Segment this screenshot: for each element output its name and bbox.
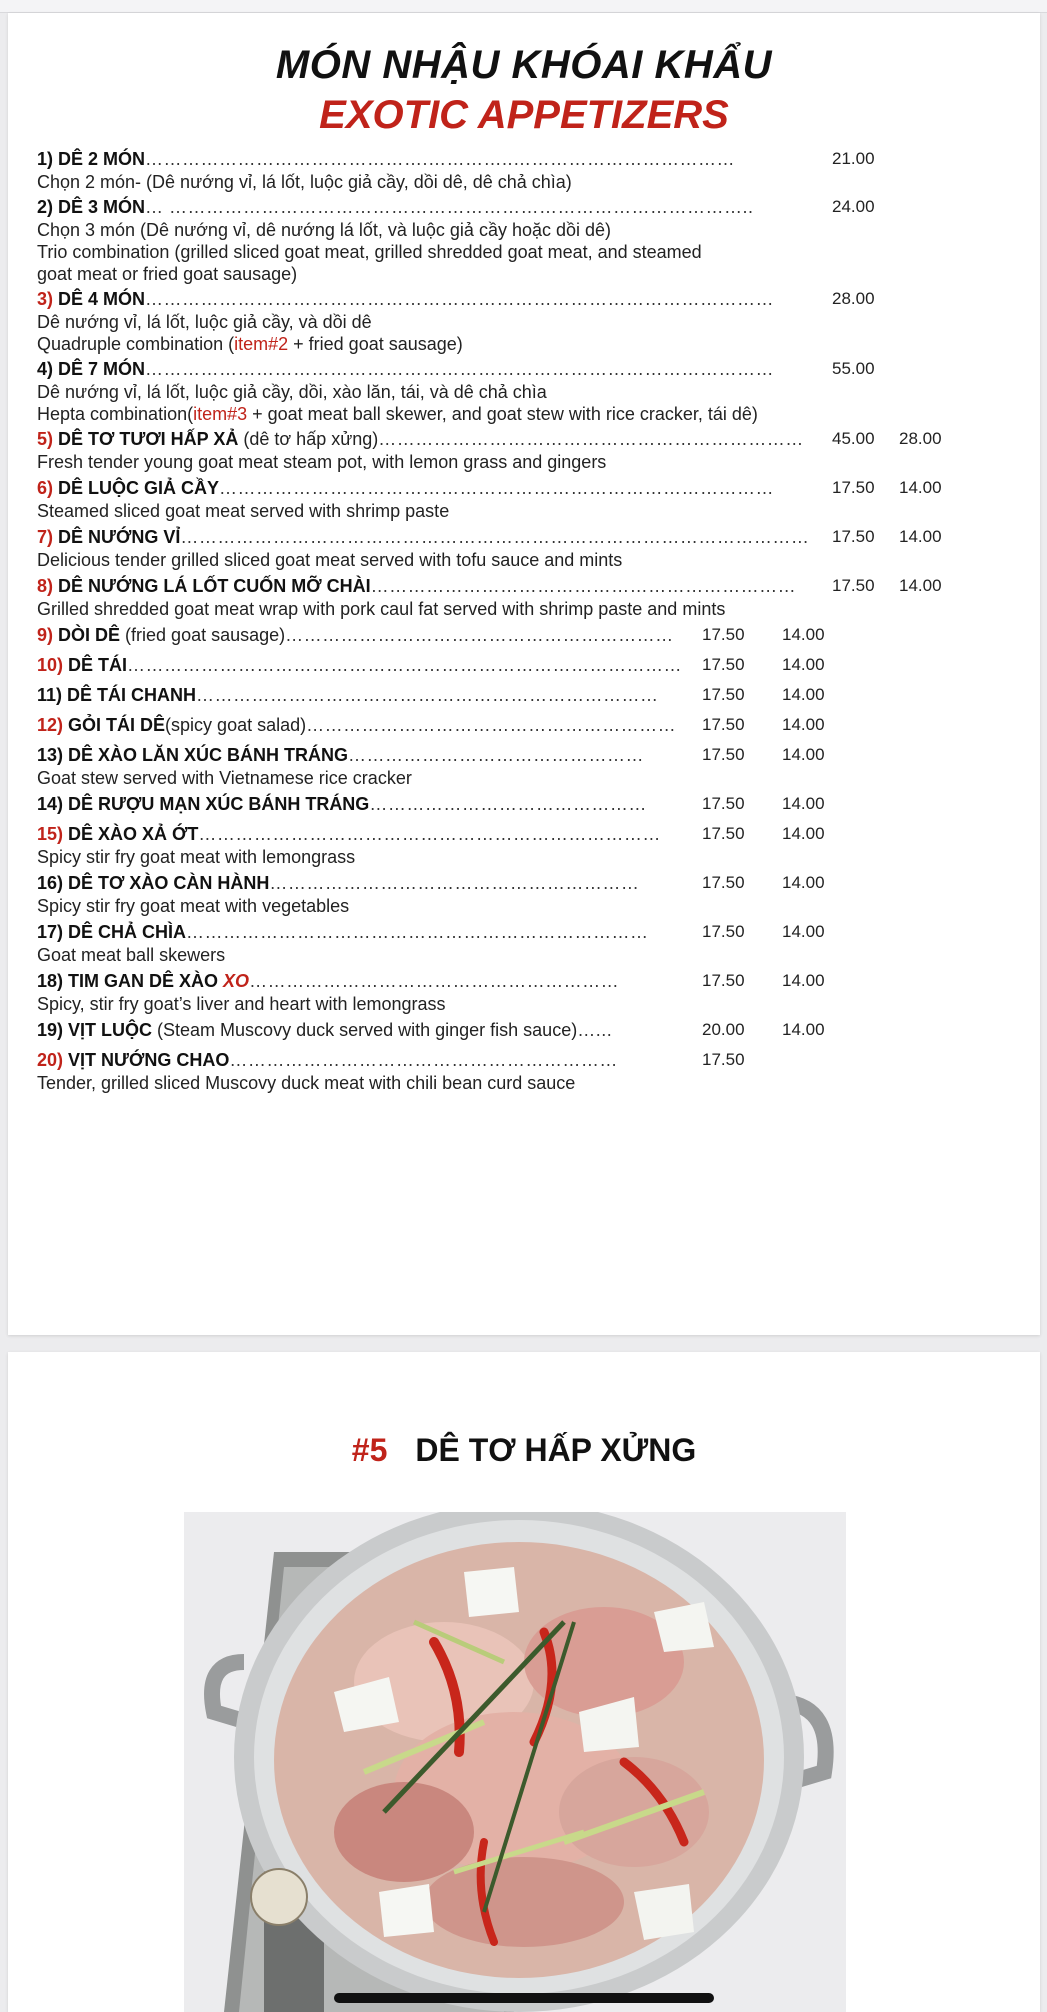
menu-item-heading (37, 357, 832, 381)
menu-item-heading-line (37, 427, 1027, 451)
menu-item-price-large: 17.50 (702, 745, 745, 764)
menu-item-heading (37, 683, 702, 707)
menu-item-price-large: 55.00 (832, 359, 875, 378)
menu-item-description (37, 1072, 1027, 1094)
menu-item-heading (37, 525, 832, 549)
menu-item-number: 3) (37, 289, 54, 309)
menu-item-number: 4) (37, 359, 54, 379)
menu-item-heading (37, 822, 702, 846)
description-text: Quadruple combination ( (37, 334, 235, 354)
menu-item-heading (37, 1048, 702, 1072)
menu-item (37, 920, 1027, 966)
menu-item-price-large: 17.50 (702, 971, 745, 990)
menu-item-name: DÊ TƠ TƯƠI HẤP XẢ (58, 429, 239, 449)
menu-item-number: 12) (37, 715, 64, 735)
menu-item-price-small: 14.00 (782, 655, 825, 674)
menu-item-heading (37, 574, 832, 598)
description-text: + goat meat ball skewer, and goat stew with rice cracker, tái dê) (247, 404, 758, 424)
menu-item-price-small: 14.00 (782, 824, 825, 843)
menu-item-description (37, 944, 1027, 966)
menu-item-heading-line (37, 871, 1027, 895)
menu-item-number: 6) (37, 478, 54, 498)
menu-item-leader-dots: …………………………………………………… (306, 715, 677, 735)
menu-item-number: 2) (37, 197, 54, 217)
menu-item-heading (37, 476, 832, 500)
menu-item-price-large: 21.00 (832, 149, 875, 168)
menu-item-leader-dots: …………………………………………………………… (378, 429, 804, 449)
menu-item-heading-line (37, 195, 1027, 219)
menu-item-leader-dots: ……………………………………………………… (229, 1050, 618, 1070)
menu-item-name: GỎI TÁI DÊ (68, 715, 166, 735)
menu-item-description (37, 171, 1027, 193)
menu-item-heading (37, 1018, 702, 1042)
menu-item-heading-line (37, 574, 1027, 598)
menu-item-price-large: 17.50 (702, 922, 745, 941)
menu-item (37, 792, 1027, 816)
menu-item-leader-dots: ……………………………………………………………………………… (219, 478, 775, 498)
menu-item-price-large: 24.00 (832, 197, 875, 216)
description-text: Dê nướng vỉ, lá lốt, luộc giả cầy, dồi, xào lăn, tái, và dê chả chìa (37, 382, 547, 402)
description-text: Delicious tender grilled sliced goat meat served with tofu sauce and mints (37, 550, 623, 570)
menu-item (37, 683, 1027, 707)
menu-item-price-small: 14.00 (899, 527, 942, 546)
menu-item-heading (37, 743, 702, 767)
menu-item-description (37, 311, 1027, 333)
menu-item-leader-dots: ………………………………………………………………… (186, 922, 649, 942)
menu-item-description (37, 403, 1027, 425)
menu-item-name: DÊ LUỘC GIẢ CẦY (58, 478, 220, 498)
menu-item (37, 195, 1027, 285)
menu-item-heading (37, 792, 702, 816)
menu-item-number: 13) (37, 745, 64, 765)
menu-item-note: (fried goat sausage) (120, 625, 286, 645)
menu-item-note: (dê tơ hấp xửng) (238, 429, 379, 449)
menu-item (37, 623, 1027, 647)
menu-item (37, 476, 1027, 522)
menu-item-name: DÊ 2 MÓN (58, 149, 146, 169)
menu-item-heading-line (37, 792, 1027, 816)
menu-item-list (37, 147, 1027, 1097)
menu-item (37, 822, 1027, 868)
menu-item-description (37, 333, 1027, 355)
menu-item-name: VỊT LUỘC (68, 1020, 153, 1040)
menu-item-heading-line (37, 743, 1027, 767)
menu-item-leader-dots: ………………………………………………………………… (196, 685, 659, 705)
menu-item-name: DÊ XÀO LĂN XÚC BÁNH TRÁNG (68, 745, 349, 765)
menu-item (37, 871, 1027, 917)
menu-item-description (37, 846, 1027, 868)
menu-item-heading-line (37, 713, 1027, 737)
menu-page-2 (8, 1352, 1040, 2012)
menu-item-leader-dots: ……………………………………………………………………………… (127, 655, 683, 675)
description-text: Steamed sliced goat meat served with shrimp paste (37, 501, 450, 521)
description-text: Spicy stir fry goat meat with vegetables (37, 896, 350, 916)
menu-item-description (37, 219, 1027, 241)
menu-item-price-large: 17.50 (702, 715, 745, 734)
menu-item-leader-dots: ………………………………………………………………………………………… (145, 359, 775, 379)
menu-item-price-small: 14.00 (899, 576, 942, 595)
menu-item-number: 18) (37, 971, 64, 991)
menu-item-name: DÊ RƯỢU MẠN XÚC BÁNH TRÁNG (68, 794, 370, 814)
menu-item-heading (37, 969, 702, 993)
goat-steam-pot-photo (184, 1512, 846, 2012)
menu-item-description (37, 263, 1027, 285)
menu-item (37, 427, 1027, 473)
menu-item-heading-line (37, 822, 1027, 846)
menu-item-heading-line (37, 525, 1027, 549)
menu-page-1 (8, 13, 1040, 1335)
menu-item-heading (37, 871, 702, 895)
menu-item-leader-dots: …... (577, 1020, 613, 1040)
menu-item (37, 653, 1027, 677)
menu-item-name: DÊ TÁI CHANH (67, 685, 197, 705)
menu-item-price-large: 17.50 (702, 794, 745, 813)
menu-item-description (37, 500, 1027, 522)
description-text: + fried goat sausage) (288, 334, 463, 354)
menu-item (37, 969, 1027, 1015)
featured-dish-name: DÊ TƠ HẤP XỬNG (415, 1432, 697, 1468)
menu-item-price-small: 14.00 (782, 625, 825, 644)
menu-item-heading-line (37, 920, 1027, 944)
menu-item-description (37, 381, 1027, 403)
menu-item-heading-line (37, 1048, 1027, 1072)
menu-item-leader-dots: …………………………………………………………… (370, 576, 797, 596)
menu-item (37, 287, 1027, 355)
menu-item-name: DÊ 7 MÓN (58, 359, 146, 379)
menu-item-leader-dots: …………………………………………………… (249, 971, 620, 991)
description-text: Spicy stir fry goat meat with lemongrass (37, 847, 356, 867)
menu-item-price-small: 14.00 (782, 715, 825, 734)
menu-item-price-large: 17.50 (832, 527, 875, 546)
home-indicator (334, 1993, 714, 2003)
menu-item-description (37, 767, 1027, 789)
menu-item-price-small: 28.00 (899, 429, 942, 448)
menu-item-number: 17) (37, 922, 64, 942)
menu-item-number: 14) (37, 794, 64, 814)
menu-item-leader-dots: ………………………………………………………………………………………… (145, 289, 775, 309)
menu-item-price-large: 17.50 (702, 655, 745, 674)
menu-item-number: 15) (37, 824, 64, 844)
menu-item (37, 1048, 1027, 1094)
menu-item-heading (37, 287, 832, 311)
menu-item-number: 8) (37, 576, 54, 596)
menu-item (37, 743, 1027, 789)
menu-item (37, 357, 1027, 425)
browser-top-bar (0, 0, 1047, 13)
menu-item-description (37, 451, 1027, 473)
menu-item-heading-line (37, 683, 1027, 707)
menu-item-description (37, 598, 1027, 620)
menu-item-name: TIM GAN DÊ XÀO (68, 971, 224, 991)
menu-item-name: DÊ CHẢ CHÌA (68, 922, 187, 942)
menu-item-heading-line (37, 476, 1027, 500)
menu-item-number: 11) (37, 685, 63, 705)
menu-item-price-small: 14.00 (782, 971, 825, 990)
menu-item-note: (spicy goat salad) (165, 715, 307, 735)
description-text: goat meat or fried goat sausage) (37, 264, 298, 284)
menu-item-name: DÊ TƠ XÀO CÀN HÀNH (68, 873, 270, 893)
description-text: Goat stew served with Vietnamese rice cracker (37, 768, 412, 788)
menu-item-xo-tag: XO (223, 971, 250, 991)
menu-item (37, 525, 1027, 571)
menu-item-price-large: 17.50 (702, 873, 745, 892)
menu-item-heading (37, 653, 702, 677)
description-text: Grilled shredded goat meat wrap with pork caul fat served with shrimp paste and mints (37, 599, 726, 619)
menu-item-leader-dots: ………………………………………… (348, 745, 645, 765)
menu-item-description (37, 549, 1027, 571)
featured-dish-number: #5 (351, 1432, 388, 1468)
menu-item-number: 9) (37, 625, 54, 645)
menu-item-heading (37, 427, 832, 451)
description-text: Spicy, stir fry goat’s liver and heart with lemongrass (37, 994, 446, 1014)
menu-item-description (37, 895, 1027, 917)
menu-item-heading-line (37, 287, 1027, 311)
menu-item-price-large: 17.50 (702, 625, 745, 644)
menu-item-price-small: 14.00 (899, 478, 942, 497)
menu-item (37, 147, 1027, 193)
menu-item-name: DÊ NƯỚNG LÁ LỐT CUỐN MỠ CHÀI (58, 576, 371, 596)
menu-item (37, 574, 1027, 620)
menu-item-price-small: 14.00 (782, 922, 825, 941)
item-reference: item#2 (234, 334, 289, 354)
item-reference: item#3 (193, 404, 248, 424)
menu-item-price-large: 17.50 (702, 1050, 745, 1069)
description-text: Fresh tender young goat meat steam pot, with lemon grass and gingers (37, 452, 607, 472)
menu-item (37, 713, 1027, 737)
menu-item-price-small: 14.00 (782, 745, 825, 764)
menu-item-heading-line (37, 969, 1027, 993)
menu-item-number: 20) (37, 1050, 64, 1070)
menu-title-english: EXOTIC APPETIZERS (319, 93, 729, 137)
description-text: Chọn 3 món (Dê nướng vỉ, dê nướng lá lốt, và luộc giả cầy hoặc dồi dê) (37, 220, 612, 240)
description-text: Tender, grilled sliced Muscovy duck meat with chili bean curd sauce (37, 1073, 576, 1093)
menu-item-description (37, 993, 1027, 1015)
menu-item-number: 16) (37, 873, 64, 893)
menu-item-price-small: 14.00 (782, 685, 825, 704)
menu-item-price-large: 20.00 (702, 1020, 745, 1039)
menu-item-number: 7) (37, 527, 54, 547)
menu-item-price-small: 14.00 (782, 794, 825, 813)
menu-item-price-large: 17.50 (832, 478, 875, 497)
menu-item-leader-dots: ……………………………………… (369, 794, 647, 814)
menu-item-heading-line (37, 1018, 1027, 1042)
menu-item-leader-dots: ……………………………………….…………..……………………………… (145, 149, 736, 169)
menu-item-leader-dots: ……………………………………………………… (285, 625, 674, 645)
description-text: Trio combination (grilled sliced goat meat, grilled shredded goat meat, and steamed (37, 242, 702, 262)
menu-item-number: 1) (37, 149, 54, 169)
menu-item-price-small: 14.00 (782, 873, 825, 892)
menu-item-leader-dots: ………………………………………………………………………………………… (180, 527, 810, 547)
description-text: Chọn 2 món- (Dê nướng vỉ, lá lốt, luộc giả cầy, dồi dê, dê chả chìa) (37, 172, 572, 192)
menu-item-heading-line (37, 623, 1027, 647)
menu-item-name: DÒI DÊ (58, 625, 121, 645)
description-text: Dê nướng vỉ, lá lốt, luộc giả cầy, và dồi dê (37, 312, 372, 332)
menu-item-heading-line (37, 147, 1027, 171)
menu-item-heading (37, 713, 702, 737)
menu-item-number: 10) (37, 655, 64, 675)
menu-item-name: DÊ 4 MÓN (58, 289, 146, 309)
menu-item-description (37, 241, 1027, 263)
menu-item-price-large: 17.50 (702, 685, 745, 704)
menu-item-heading (37, 623, 702, 647)
menu-item-number: 5) (37, 429, 54, 449)
menu-item-name: DÊ TÁI (68, 655, 128, 675)
menu-item-name: DÊ 3 MÓN (58, 197, 146, 217)
menu-item-leader-dots: ………………………………………………………………… (198, 824, 661, 844)
menu-item-leader-dots: … ………………………………………………………………………………….. (145, 197, 754, 217)
menu-item-name: DÊ NƯỚNG VỈ (58, 527, 181, 547)
menu-title-vietnamese: MÓN NHẬU KHÓAI KHẨU (275, 43, 773, 87)
description-text: Hepta combination( (37, 404, 194, 424)
menu-item-price-large: 17.50 (832, 576, 875, 595)
menu-item-leader-dots: …………………………………………………… (269, 873, 640, 893)
menu-item-price-small: 14.00 (782, 1020, 825, 1039)
menu-item-heading-line (37, 653, 1027, 677)
menu-item-price-large: 45.00 (832, 429, 875, 448)
menu-item-note: (Steam Muscovy duck served with ginger fish sauce) (152, 1020, 578, 1040)
menu-item-price-large: 17.50 (702, 824, 745, 843)
featured-dish-title (8, 1432, 1040, 1469)
menu-item-price-large: 28.00 (832, 289, 875, 308)
menu-item-heading (37, 147, 832, 171)
description-text: Goat meat ball skewers (37, 945, 226, 965)
menu-item (37, 1018, 1027, 1042)
menu-item-heading-line (37, 357, 1027, 381)
menu-item-heading (37, 920, 702, 944)
menu-item-name: DÊ XÀO XẢ ỚT (68, 824, 199, 844)
menu-item-number: 19) (37, 1020, 64, 1040)
menu-item-name: VỊT NƯỚNG CHAO (68, 1050, 230, 1070)
menu-item-heading (37, 195, 832, 219)
